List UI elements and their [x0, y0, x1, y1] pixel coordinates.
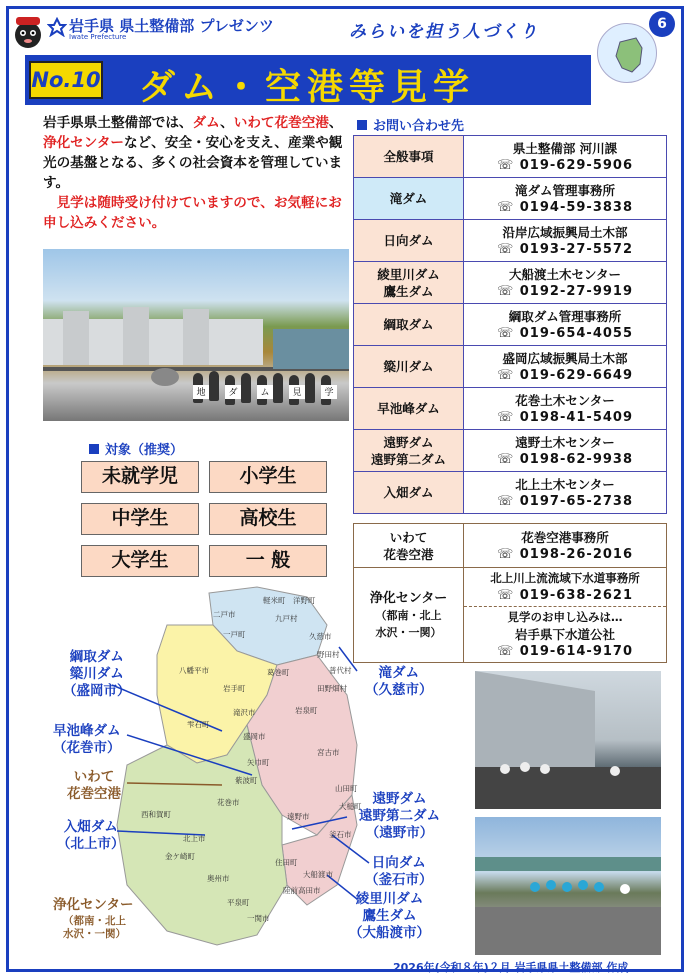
map-label-hayachine: 早池峰ダム （花巻市）: [53, 723, 121, 756]
map-town-label: 岩手町: [223, 684, 246, 693]
intro-paragraph-1: 岩手県県土整備部では、ダム、いわて花巻空港、浄化センターなど、安全・安心を支え、産業や観光の基盤となる、多くの社会資本を管理しています。: [43, 115, 343, 191]
page-frame: [6, 6, 684, 972]
airport-label: いわて 花巻空港: [354, 524, 464, 568]
contact-row: [354, 262, 667, 304]
contact-office: 滝ダム管理事務所 ☏ 0194-59-3838: [464, 178, 667, 220]
contact-phone[interactable]: ☏ 0193-27-5572: [496, 241, 634, 257]
map-town-label: 陸前高田市: [283, 886, 321, 895]
map-town-label: 田野畑村: [317, 684, 347, 693]
photo-sign-3: ム: [257, 385, 273, 399]
intro-paragraph-2: 見学は随時受け付けていますので、お気軽にお申し込みください。: [43, 195, 342, 231]
contact-phone[interactable]: ☏ 019-629-5906: [496, 157, 634, 173]
map-town-label: 二戸市: [213, 610, 236, 619]
contact-phone[interactable]: ☏ 0198-41-5409: [496, 409, 634, 425]
contact-phone[interactable]: ☏ 0194-59-3838: [496, 199, 634, 215]
target-preschool: 未就学児: [81, 461, 199, 493]
map-label-ryori: 綾里川ダム 鷹生ダム （大船渡市）: [349, 891, 430, 941]
map-town-label: 盛岡市: [243, 732, 266, 741]
contact-row: [354, 136, 667, 178]
contact-office: 沿岸広域振興局土木部 ☏ 0193-27-5572: [464, 220, 667, 262]
org-subtitle: Iwate Prefecture: [69, 33, 127, 41]
map-town-label: 山田町: [335, 784, 358, 793]
map-town-label: 遠野市: [287, 812, 310, 821]
contact-row: [354, 304, 667, 346]
airport-phone[interactable]: ☏ 0198-26-2016: [496, 546, 634, 562]
contact-row: [354, 472, 667, 514]
map-label-hinata: 日向ダム （釜石市）: [365, 855, 433, 888]
contact-office: 北上土木センター ☏ 0197-65-2738: [464, 472, 667, 514]
target-high-school: 高校生: [209, 503, 327, 535]
contact-heading: お問い合わせ先: [357, 115, 464, 134]
map-label-iwahata: 入畑ダム （北上市）: [57, 819, 125, 852]
contact-row: [354, 388, 667, 430]
map-town-label: 雫石町: [187, 720, 210, 729]
contact-office: 遠野土木センター ☏ 0198-62-9938: [464, 430, 667, 472]
page-title: ダム・空港等見学: [139, 67, 476, 108]
map-town-label: 洋野町: [293, 596, 316, 605]
target-junior-high: 中学生: [81, 503, 199, 535]
contact-facility-label: 綾里川ダム 鷹生ダム: [354, 262, 464, 304]
iwate-map: [17, 585, 487, 951]
footer-credit: 2026年(令和８年)２月 岩手県県土整備部 作成: [393, 961, 629, 974]
tagline: みらいを担う人づくり: [349, 22, 539, 42]
contact-row: [354, 220, 667, 262]
contact-office: 県土整備部 河川課 ☏ 019-629-5906: [464, 136, 667, 178]
sewage-visit-photo: [475, 817, 661, 955]
photo-sign-4: 見: [289, 385, 305, 399]
contact-facility-label: 入畑ダム: [354, 472, 464, 514]
region-badge-icon: [597, 23, 657, 83]
map-town-label: 奥州市: [207, 874, 230, 883]
sewage-office: 北上川上流流域下水道事務所 ☏ 019-638-2621 見学のお申し込みは… 岩手県下水道公社 ☏ 019-614-9170: [464, 568, 667, 663]
map-town-label: 宮古市: [317, 748, 340, 757]
org-name: 岩手県 県土整備部 プレゼンツ: [69, 17, 274, 35]
contact-office: 花巻土木センター ☏ 0198-41-5409: [464, 388, 667, 430]
contact-facility-label: 滝ダム: [354, 178, 464, 220]
contact-facility-label: 綱取ダム: [354, 304, 464, 346]
page-number: 6: [649, 11, 675, 37]
dam-group-photo: [43, 249, 349, 421]
contact-facility-label: 日向ダム: [354, 220, 464, 262]
target-general: 一 般: [209, 545, 327, 577]
contact-facility-label: 早池峰ダム: [354, 388, 464, 430]
map-town-label: 普代村: [329, 666, 352, 675]
contact-phone[interactable]: ☏ 0197-65-2738: [496, 493, 634, 509]
contact-office: 盛岡広域振興局土木部 ☏ 019-629-6649: [464, 346, 667, 388]
contact-facility-label: 簗川ダム: [354, 346, 464, 388]
prefecture-emblem-icon: [47, 17, 67, 37]
target-university: 大学生: [81, 545, 199, 577]
map-town-label: 北上市: [183, 834, 206, 843]
target-elementary: 小学生: [209, 461, 327, 493]
photo-sign-5: 学: [321, 385, 337, 399]
sewage-phone[interactable]: ☏ 019-638-2621: [464, 587, 666, 607]
contact-office: 大船渡土木センター ☏ 0192-27-9919: [464, 262, 667, 304]
map-label-airport: いわて 花巻空港: [67, 769, 121, 802]
contact-phone[interactable]: ☏ 0192-27-9919: [496, 283, 634, 299]
map-town-label: 平泉町: [227, 898, 250, 907]
map-town-label: 軽米町: [263, 596, 286, 605]
map-town-label: 一戸町: [223, 630, 246, 639]
map-town-label: 九戸村: [275, 614, 298, 623]
map-label-taki: 滝ダム （久慈市）: [365, 665, 433, 698]
contact-office: 綱取ダム管理事務所 ☏ 019-654-4055: [464, 304, 667, 346]
map-town-label: 釜石市: [329, 830, 352, 839]
photo-sign-2: ダ: [225, 385, 241, 399]
map-label-sewage-sub: （都南・北上 水沢・一関）: [63, 915, 126, 940]
airport-office: 花巻空港事務所 ☏ 0198-26-2016: [464, 524, 667, 568]
airport-contact-row: [354, 524, 667, 568]
intro-text: [43, 113, 343, 233]
target-heading: 対象（推奨）: [89, 439, 183, 458]
contact-facility-label: 遠野ダム 遠野第二ダム: [354, 430, 464, 472]
map-town-label: 花巻市: [217, 798, 240, 807]
map-town-label: 岩泉町: [295, 706, 318, 715]
map-label-sewage: 浄化センター: [53, 897, 134, 913]
map-label-tono: 遠野ダム 遠野第二ダム （遠野市）: [359, 791, 440, 841]
dam-visit-photo: [475, 671, 661, 809]
map-town-label: 葛巻町: [267, 668, 290, 677]
contact-phone[interactable]: ☏ 019-654-4055: [496, 325, 634, 341]
sewage-corp-phone[interactable]: ☏ 019-614-9170: [496, 644, 634, 659]
contact-phone[interactable]: ☏ 019-629-6649: [496, 367, 634, 383]
contact-table: [353, 135, 667, 514]
map-town-label: 紫波町: [235, 776, 258, 785]
map-town-label: 久慈市: [309, 632, 332, 641]
contact-row: [354, 346, 667, 388]
contact-row: [354, 178, 667, 220]
sewage-label: 浄化センター （都南・北上 水沢・一関）: [354, 568, 464, 663]
contact-phone[interactable]: ☏ 0198-62-9938: [496, 451, 634, 467]
photo-sign-1: 地: [193, 385, 209, 399]
header: [9, 9, 681, 53]
mascot-icon: [13, 13, 43, 49]
map-town-label: 一関市: [247, 914, 270, 923]
map-town-label: 大船渡市: [303, 870, 333, 879]
map-town-label: 矢巾町: [247, 758, 270, 767]
map-town-label: 野田村: [317, 650, 340, 659]
map-town-label: 八幡平市: [179, 666, 209, 675]
map-town-label: 金ケ崎町: [165, 852, 195, 861]
map-town-label: 大槌町: [339, 802, 362, 811]
map-label-tsunatori: 綱取ダム 簗川ダム （盛岡市）: [63, 649, 131, 699]
square-bullet-icon: [357, 120, 367, 130]
contact-row: [354, 430, 667, 472]
map-town-label: 滝沢市: [233, 708, 256, 717]
square-bullet-icon: [89, 444, 99, 454]
map-town-label: 住田町: [275, 858, 298, 867]
issue-number: No.10: [29, 61, 103, 99]
contact-facility-label: 全般事項: [354, 136, 464, 178]
map-town-label: 西和賀町: [141, 810, 171, 819]
